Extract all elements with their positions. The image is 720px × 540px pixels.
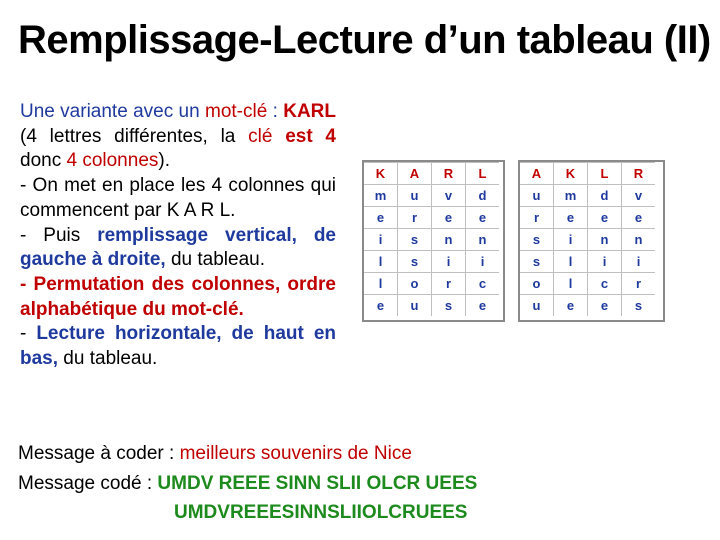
table-header-cell: L <box>466 163 500 185</box>
key-term: clé <box>248 125 273 147</box>
table-row <box>520 295 655 317</box>
table-cell: u <box>398 185 432 207</box>
table-cell: l <box>364 251 398 273</box>
table-row <box>520 273 655 295</box>
table-original <box>364 162 499 316</box>
table-cell: s <box>398 251 432 273</box>
table-cell: e <box>588 295 622 317</box>
table-header-cell: K <box>364 163 398 185</box>
table-permuted <box>520 162 655 316</box>
key-value: est 4 <box>285 125 336 147</box>
table-header-cell: K <box>554 163 588 185</box>
table-cell: m <box>364 185 398 207</box>
message-coded-concat <box>174 502 467 524</box>
table-header-cell: A <box>520 163 554 185</box>
table-row <box>364 229 499 251</box>
table-cell: e <box>622 207 656 229</box>
text-segment: Une variante avec un <box>20 101 205 122</box>
table-cell: e <box>364 295 398 317</box>
table-cell: c <box>588 273 622 295</box>
table-header-cell: L <box>588 163 622 185</box>
table-cell: i <box>432 251 466 273</box>
table-cell: e <box>466 207 500 229</box>
text-segment: (4 lettres différentes, la <box>20 125 249 147</box>
table-cell: s <box>520 251 554 273</box>
table-cell: o <box>398 273 432 295</box>
table-cell: i <box>622 251 656 273</box>
table-cell: n <box>466 229 500 251</box>
table-cell: s <box>398 229 432 251</box>
table-cell: v <box>432 185 466 207</box>
table-header-cell: A <box>398 163 432 185</box>
text-segment: du tableau. <box>58 348 158 370</box>
table-cell: e <box>588 207 622 229</box>
table-header-cell: R <box>432 163 466 185</box>
table-header-cell: R <box>622 163 656 185</box>
table-cell: s <box>432 295 466 317</box>
message-coded-concat-value: UMDVREEESINNSLIIOLCRUEES <box>174 502 468 523</box>
table-row <box>364 295 499 317</box>
table-cell: r <box>622 273 656 295</box>
table-cell: u <box>520 295 554 317</box>
table-cell: v <box>622 185 656 207</box>
text-segment: - Puis <box>20 224 98 246</box>
table-cell: i <box>466 251 500 273</box>
table-cell: i <box>554 229 588 251</box>
text-segment: ). <box>158 150 170 172</box>
table-row <box>520 229 655 251</box>
table-header-row <box>520 163 655 185</box>
table-cell: m <box>554 185 588 207</box>
table-cell: n <box>622 229 656 251</box>
table-cell: n <box>432 229 466 251</box>
message-coded-line <box>18 473 477 495</box>
table-row <box>364 207 499 229</box>
table-cell: o <box>520 273 554 295</box>
table-cell: l <box>554 273 588 295</box>
table-cell: i <box>588 251 622 273</box>
table-cell: r <box>432 273 466 295</box>
table-cell: l <box>364 273 398 295</box>
table-cell: l <box>554 251 588 273</box>
table-cell: d <box>466 185 500 207</box>
table-cell: r <box>398 207 432 229</box>
table-cell: u <box>520 185 554 207</box>
text-segment: - <box>20 323 37 345</box>
step-fill: remplissage vertical, de gauche à droite, <box>20 224 336 271</box>
table-cell: e <box>554 295 588 317</box>
message-plain-line <box>18 443 412 465</box>
table-cell: e <box>554 207 588 229</box>
message-plain-value: meilleurs souvenirs de Nice <box>179 443 412 464</box>
table-cell: r <box>520 207 554 229</box>
table-cell: e <box>364 207 398 229</box>
keyword-term: mot-clé <box>205 101 268 122</box>
table-row <box>364 273 499 295</box>
table-row <box>520 207 655 229</box>
step-read: Lecture horizontale, de haut en bas, <box>20 323 336 370</box>
table-row <box>520 251 655 273</box>
table-cell: d <box>588 185 622 207</box>
step-permutation: - Permutation des colonnes, ordre alphabétique du mot-clé. <box>20 273 336 320</box>
text-segment: donc <box>20 150 67 172</box>
table-cell: c <box>466 273 500 295</box>
page-title: Remplissage-Lecture d’un tableau (II) <box>18 18 711 62</box>
table-cell: n <box>588 229 622 251</box>
table-cell: e <box>432 207 466 229</box>
text-segment <box>272 126 285 147</box>
text-segment: : <box>267 101 284 122</box>
step-setup: - On met en place les 4 colonnes qui commencent par K A R L. <box>20 175 336 221</box>
table-cell: i <box>364 229 398 251</box>
table-cell: s <box>622 295 656 317</box>
explanation-paragraph <box>20 100 336 372</box>
table-row <box>364 185 499 207</box>
table-cell: u <box>398 295 432 317</box>
keyword-value: KARL <box>283 101 336 122</box>
table-cell: s <box>520 229 554 251</box>
table-row <box>364 251 499 273</box>
message-plain-label: Message à coder : <box>18 443 180 464</box>
message-coded-label: Message codé : <box>18 473 158 494</box>
table-cell: e <box>466 295 500 317</box>
columns-count: 4 colonnes <box>66 150 159 172</box>
message-coded-value: UMDV REEE SINN SLII OLCR UEES <box>157 473 478 494</box>
table-row <box>520 185 655 207</box>
table-header-row <box>364 163 499 185</box>
text-segment: du tableau. <box>165 249 266 271</box>
